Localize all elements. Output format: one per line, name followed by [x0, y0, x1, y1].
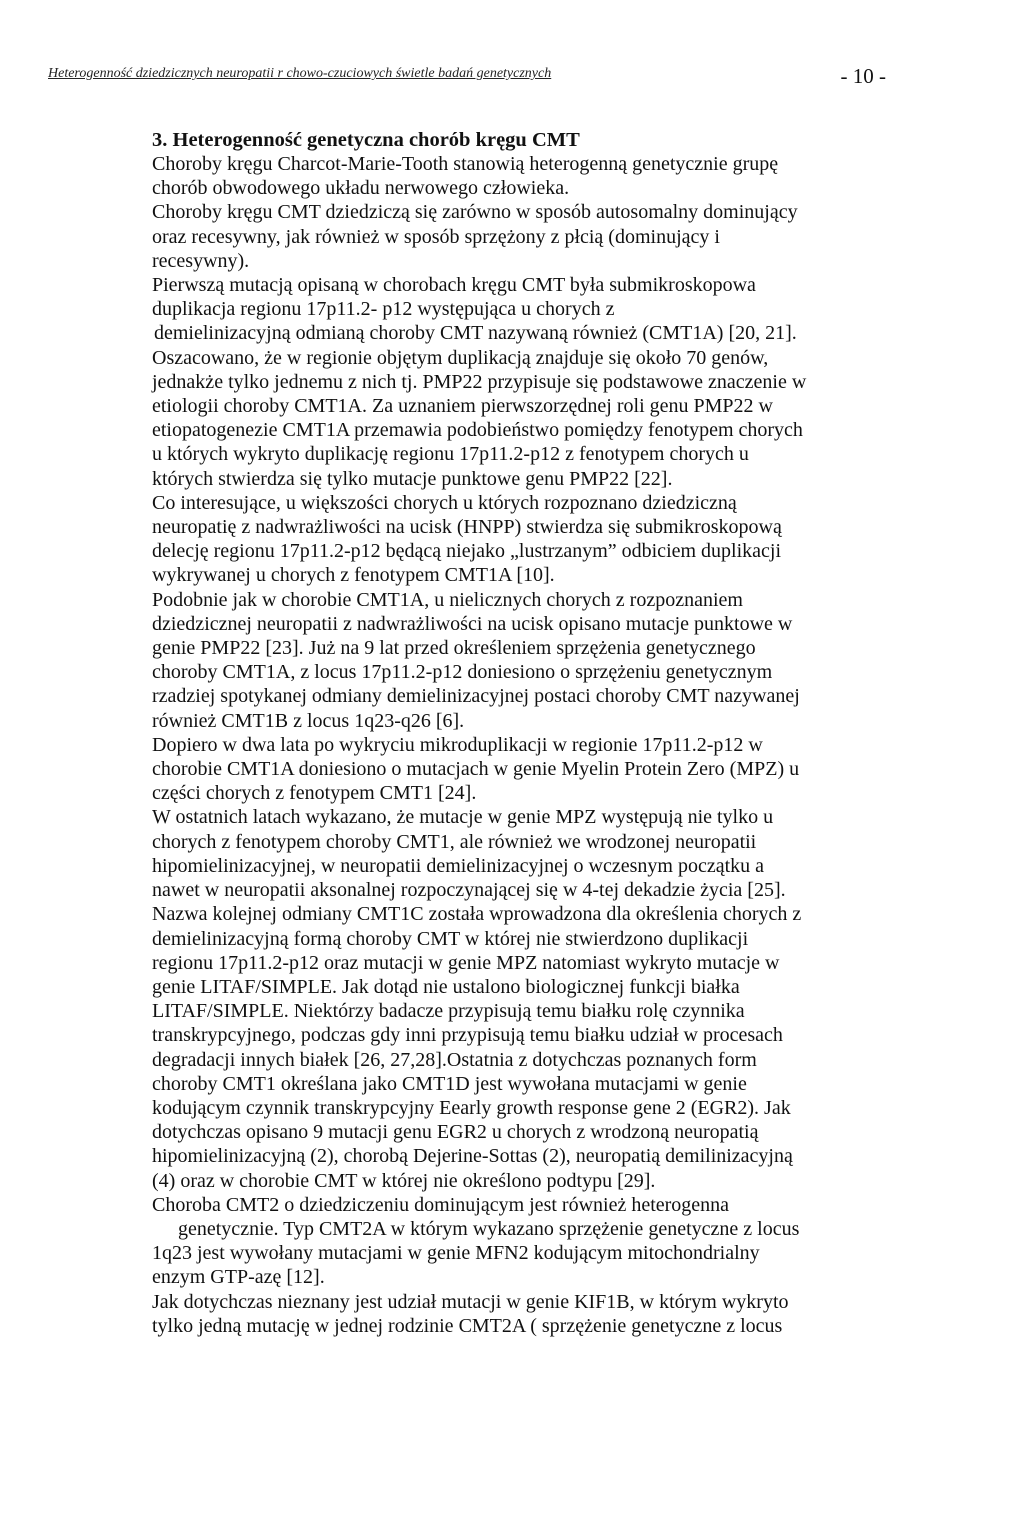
text-line: enzym GTP-azę [12].	[152, 1266, 325, 1289]
text-line: delecję regionu 17p11.2-p12 będącą niejako „lustrzanym” odbiciem duplikacji	[152, 540, 782, 563]
text-line: u których wykryto duplikację regionu 17p11.2-p12 z fenotypem chorych u	[152, 443, 749, 466]
text-line: jednakże tylko jednemu z nich tj. PMP22 przypisuje się podstawowe znaczenie w	[152, 370, 807, 393]
text-line: których stwierdza się tylko mutacje punktowe genu PMP22 [22].	[152, 467, 673, 490]
text-line: (4) oraz w chorobie CMT w której nie określono podtypu [29].	[152, 1169, 656, 1192]
text-line: etiopatogenezie CMT1A przemawia podobieństwo pomiędzy fenotypem chorych	[152, 419, 803, 442]
text-line: 1q23 jest wywołany mutacjami w genie MFN2 kodującym mitochondrialny	[152, 1242, 760, 1265]
text-line: chorych z fenotypem choroby CMT1, ale również we wrodzonej neuropatii	[152, 830, 757, 853]
section-heading: 3. Heterogenność genetyczna chorób kręgu CMT	[152, 129, 580, 151]
text-line: oraz recesywny, jak również w sposób sprzężony z płcią (dominujący i	[152, 225, 720, 248]
text-line: demielinizacyjną formą choroby CMT w której nie stwierdzono duplikacji	[152, 927, 749, 950]
text-line: Pierwszą mutacją opisaną w chorobach kręgu CMT była submikroskopowa	[152, 274, 756, 297]
text-line: choroby CMT1A, z locus 17p11.2-p12 doniesiono o sprzężeniu genetycznym	[152, 661, 773, 684]
text-line: LITAF/SIMPLE. Niektórzy badacze przypisują temu białku rolę czynnika	[152, 1000, 745, 1023]
page-number: - 10 -	[840, 64, 886, 88]
text-line: dotychczas opisano 9 mutacji genu EGR2 u chorych z wrodzoną neuropatią	[152, 1121, 759, 1144]
running-header: Heterogenność dziedzicznych neuropatii r chowo-czuciowych świetle badań genetycznych	[48, 66, 552, 81]
text-line: również CMT1B z locus 1q23-q26 [6].	[152, 709, 465, 732]
text-line: Choroby kręgu Charcot-Marie-Tooth stanowią heterogenną genetycznie grupę	[152, 153, 779, 175]
text-line: regionu 17p11.2-p12 oraz mutacji w genie MPZ natomiast wykryto mutacje w	[152, 951, 780, 974]
text-line: choroby CMT1 określana jako CMT1D jest wywołana mutacjami w genie	[152, 1072, 747, 1095]
page-body	[152, 128, 892, 1338]
text-line: hipomielinizacyjną (2), chorobą Dejerine-Sottas (2), neuropatią demilinizacyjną	[152, 1145, 793, 1168]
text-line: części chorych z fenotypem CMT1 [24].	[152, 782, 477, 805]
text-line: genetycznie. Typ CMT2A w którym wykazano sprzężenie genetyczne z locus	[178, 1217, 800, 1240]
text-line: duplikacja regionu 17p11.2- p12 występująca u chorych z	[152, 298, 615, 321]
text-line: degradacji innych białek [26, 27,28].Ostatnia z dotychczas poznanych form	[152, 1048, 757, 1071]
text-line: etiologii choroby CMT1A. Za uznaniem pierwszorzędnej roli genu PMP22 w	[152, 395, 773, 418]
text-line: wykrywanej u chorych z fenotypem CMT1A [10].	[152, 564, 555, 587]
text-line: genie PMP22 [23]. Już na 9 lat przed określeniem sprzężenia genetycznego	[152, 637, 756, 660]
text-line: Dopiero w dwa lata po wykryciu mikroduplikacji w regionie 17p11.2-p12 w	[152, 733, 763, 756]
text-line: tylko jedną mutację w jednej rodzinie CMT2A ( sprzężenie genetyczne z locus	[152, 1314, 783, 1337]
text-line: dziedzicznej neuropatii z nadwrażliwości na ucisk opisano mutacje punktowe w	[152, 612, 793, 635]
text-line: Podobnie jak w chorobie CMT1A, u nielicznych chorych z rozpoznaniem	[152, 588, 743, 611]
text-line: nawet w neuropatii aksonalnej rozpoczynającej się w 4-tej dekadzie życia [25].	[152, 879, 786, 902]
text-line: Choroby kręgu CMT dziedziczą się zarówno w sposób autosomalny dominujący	[152, 201, 798, 224]
text-line: W ostatnich latach wykazano, że mutacje w genie MPZ występują nie tylko u	[152, 806, 774, 829]
body-text	[152, 152, 892, 1338]
text-line: rzadziej spotykanej odmiany demielinizacyjnej postaci choroby CMT nazywanej	[152, 685, 800, 708]
text-line: transkrypcyjnego, podczas gdy inni przypisują temu białku udział w procesach	[152, 1024, 783, 1047]
text-line: hipomielinizacyjnej, w neuropatii demielinizacyjnej o wczesnym początku a	[152, 854, 765, 877]
text-line: kodującym czynnik transkrypcyjny Eearly growth response gene 2 (EGR2). Jak	[152, 1096, 791, 1119]
text-line: demielinizacyjną odmianą choroby CMT nazywaną również (CMT1A) [20, 21].	[154, 322, 797, 345]
text-line: Oszacowano, że w regionie objętym duplikacją znajduje się około 70 genów,	[152, 346, 769, 369]
text-line: chorób obwodowego układu nerwowego człowieka.	[152, 177, 570, 200]
text-line: Nazwa kolejnej odmiany CMT1C została wprowadzona dla określenia chorych z	[152, 903, 802, 926]
text-line: Choroba CMT2 o dziedziczeniu dominującym jest również heterogenna	[152, 1193, 730, 1216]
text-line: Co interesujące, u większości chorych u których rozpoznano dziedziczną	[152, 491, 737, 514]
text-line: recesywny).	[152, 249, 250, 272]
text-line: Jak dotychczas nieznany jest udział mutacji w genie KIF1B, w którym wykryto	[152, 1290, 789, 1313]
text-line: genie LITAF/SIMPLE. Jak dotąd nie ustalono biologicznej funkcji białka	[152, 975, 740, 998]
text-line: neuropatię z nadwrażliwości na ucisk (HNPP) stwierdza się submikroskopową	[152, 516, 782, 539]
text-line: chorobie CMT1A doniesiono o mutacjach w genie Myelin Protein Zero (MPZ) u	[152, 758, 800, 781]
